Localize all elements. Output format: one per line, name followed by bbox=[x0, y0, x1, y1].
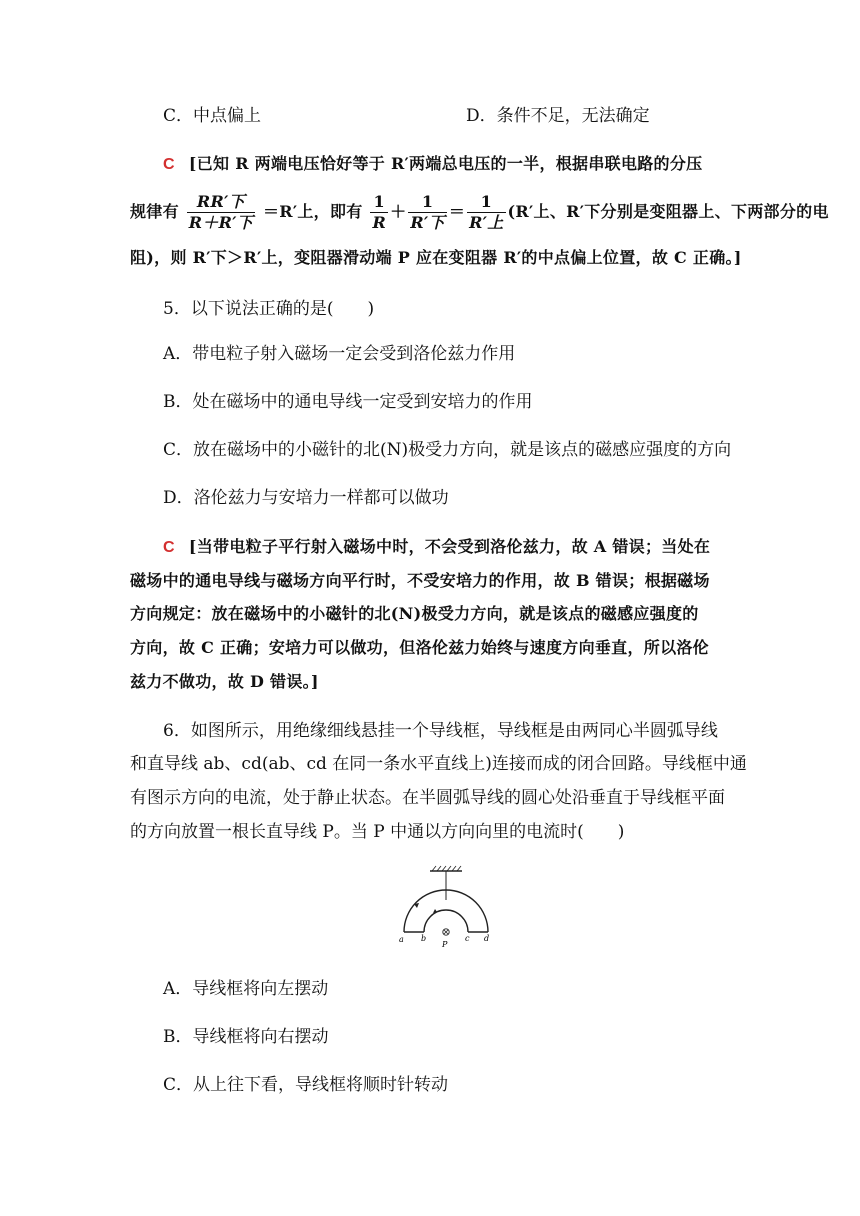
q5-explanation-line1 bbox=[163, 535, 710, 560]
q5-option-b: B．处在磁场中的通电导线一定受到安培力的作用 bbox=[163, 392, 533, 412]
q4-frac3-num: 1 bbox=[408, 192, 446, 213]
q6-stem-line3: 有图示方向的电流，处于静止状态。在半圆弧导线的圆心处沿垂直于导线框平面 bbox=[130, 788, 725, 808]
q6-stem-line1: 6．如图所示，用绝缘细线悬挂一个导线框，导线框是由两同心半圆弧导线 bbox=[163, 721, 718, 741]
q4-fraction-2 bbox=[370, 192, 388, 233]
label-d: d bbox=[484, 934, 490, 943]
ceiling-hatch bbox=[432, 866, 461, 871]
q6-option-c: C．从上往下看，导线框将顺时针转动 bbox=[163, 1075, 449, 1095]
q5-expl-text1: [当带电粒子平行射入磁场中时，不会受到洛伦兹力，故 A 错误；当处在 bbox=[188, 537, 711, 556]
q5-explanation-line3: 方向规定：放在磁场中的小磁针的北(N)极受力方向，就是该点的磁感应强度的 bbox=[130, 604, 699, 623]
q4-fraction-1 bbox=[187, 192, 255, 233]
q5-explanation-line5: 兹力不做功，故 D 错误。] bbox=[130, 672, 319, 691]
label-b: b bbox=[421, 934, 427, 943]
q5-stem: 5．以下说法正确的是( ) bbox=[163, 299, 375, 319]
q5-answer-letter: C bbox=[163, 539, 175, 556]
q4-frac4-num: 1 bbox=[467, 192, 505, 213]
q4-expl-prefix: 规律有 bbox=[130, 202, 179, 221]
label-c: c bbox=[465, 934, 470, 943]
q4-explanation-line1 bbox=[163, 152, 702, 177]
q5-option-c: C．放在磁场中的小磁针的北(N)极受力方向，就是该点的磁感应强度的方向 bbox=[163, 440, 732, 460]
q4-fraction-4 bbox=[467, 192, 505, 233]
q6-option-a: A．导线框将向左摆动 bbox=[163, 979, 329, 999]
label-a: a bbox=[399, 935, 404, 944]
q5-option-d: D．洛伦兹力与安培力一样都可以做功 bbox=[163, 488, 449, 508]
q4-frac4-den: R′上 bbox=[469, 213, 504, 232]
q4-fraction-3 bbox=[408, 192, 446, 233]
q4-answer-letter: C bbox=[163, 156, 175, 173]
q4-explanation-line2 bbox=[130, 188, 829, 236]
q4-frac1-num: RR′下 bbox=[187, 192, 255, 213]
label-p: P bbox=[442, 940, 448, 949]
q4-expl-suffix: (R′上、R′下分别是变阻器上、下两部分的电 bbox=[507, 202, 829, 221]
q4-option-d: D．条件不足，无法确定 bbox=[466, 106, 650, 126]
q5-option-a: A．带电粒子射入磁场一定会受到洛伦兹力作用 bbox=[163, 344, 516, 364]
q5-explanation-line4: 方向，故 C 正确；安培力可以做功，但洛伦兹力始终与速度方向垂直，所以洛伦 bbox=[130, 638, 709, 657]
q6-stem-line4: 的方向放置一根长直导线 P。当 P 中通以方向向里的电流时( ) bbox=[130, 822, 625, 842]
q4-plus-sign: ＋ bbox=[390, 202, 407, 221]
q5-explanation-line2: 磁场中的通电导线与磁场方向平行时，不受安培力的作用，故 B 错误；根据磁场 bbox=[130, 571, 710, 590]
q6-stem-line2: 和直导线 ab、cd(ab、cd 在同一条水平直线上)连接而成的闭合回路。导线框中通 bbox=[130, 754, 747, 774]
q6-option-b: B．导线框将向右摆动 bbox=[163, 1027, 329, 1047]
q4-equals-sign: ＝ bbox=[448, 202, 466, 221]
q4-explanation-line3: 阻)，则 R′下＞R′上，变阻器滑动端 P 应在变阻器 R′的中点偏上位置，故 C 正确。] bbox=[130, 248, 742, 267]
q4-frac3-den: R′下 bbox=[410, 213, 445, 232]
wire-frame-figure bbox=[390, 864, 500, 956]
q4-frac2-den: R bbox=[372, 213, 387, 232]
q4-option-c: C．中点偏上 bbox=[163, 106, 262, 126]
q4-frac1-den: R＋R′下 bbox=[188, 213, 254, 232]
q4-frac2-num: 1 bbox=[370, 192, 388, 213]
q4-expl-eq1: ＝R′上，即有 bbox=[262, 202, 363, 221]
q4-expl-text1: [已知 R 两端电压恰好等于 R′两端总电压的一半，根据串联电路的分压 bbox=[188, 154, 703, 173]
